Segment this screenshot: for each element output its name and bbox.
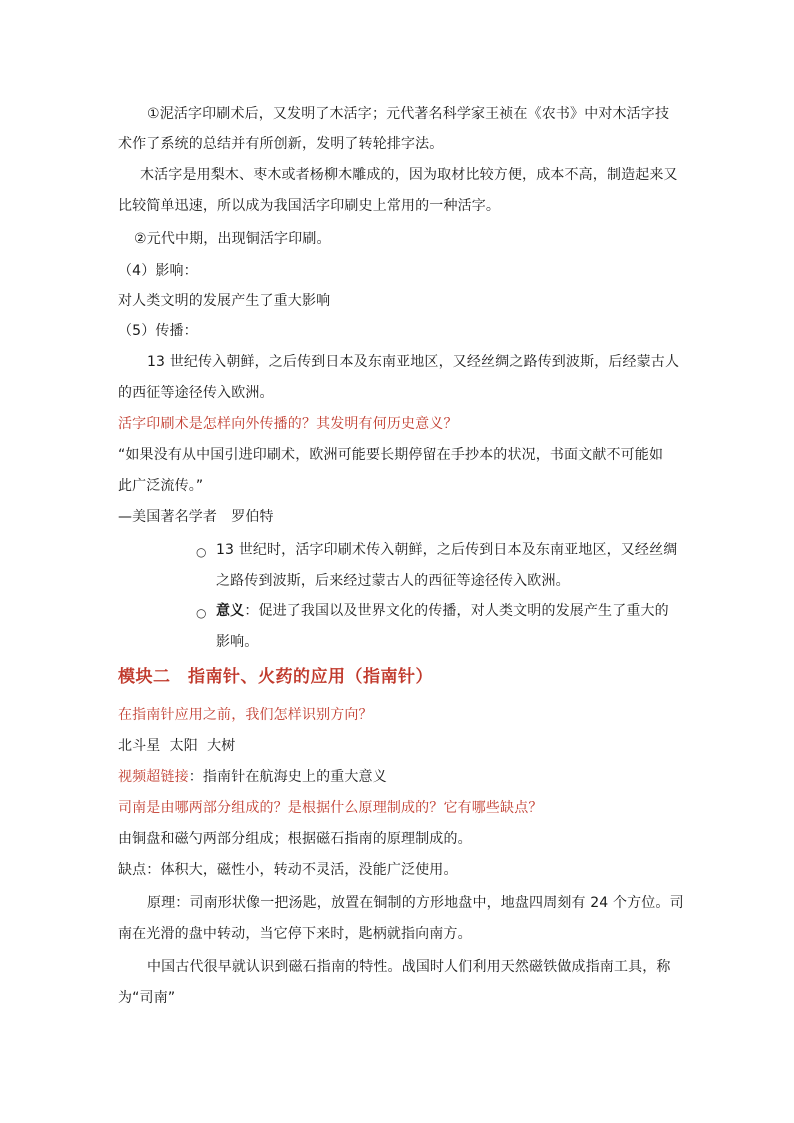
hollow-circle-bullet-icon: ○ (196, 606, 207, 620)
spread-text-line2: 的西征等途径传入欧洲。 (118, 385, 274, 401)
hollow-circle-bullet-icon: ○ (196, 545, 207, 559)
paragraph-wood-material-line1: 木活字是用梨木、枣木或者杨柳木雕成的，因为取材比较方便，成本不高，制造起来又 (140, 167, 678, 183)
quote-line2: 此广泛流传。” (118, 478, 204, 494)
sinan-defects: 缺点：体积大，磁性小，转动不灵活，没能广泛使用。 (118, 862, 458, 878)
sinan-principle-line2: 南在光滑的盘中转动，当它停下来时，匙柄就指向南方。 (118, 926, 472, 942)
question-sinan-parts: 司南是由哪两部分组成的？是根据什么原理制成的？它有哪些缺点？ (118, 800, 543, 816)
section-spread-title: （5）传播： (118, 323, 198, 339)
significance-text: ：促进了我国以及世界文化的传播，对人类文明的发展产生了重大的 (244, 603, 669, 619)
ancient-magnet-line2: 为“司南” (118, 990, 176, 1006)
bullet-significance-line2: 影响。 (216, 634, 259, 650)
answer-direction-markers: 北斗星 太阳 大树 (118, 738, 236, 754)
paragraph-wooden-type-line1: ①泥活字印刷术后，又发明了木活字；元代著名科学家王祯在《农书》中对木活字技 (147, 106, 670, 122)
spread-text-line1: 13 世纪传入朝鲜，之后传到日本及东南亚地区，又经丝绸之路传到波斯，后经蒙古人 (147, 354, 680, 370)
paragraph-copper-type: ②元代中期，出现铜活字印刷。 (134, 231, 331, 247)
video-link-label[interactable]: 视频超链接 (118, 769, 189, 785)
quote-source: —美国著名学者 罗伯特 (118, 509, 274, 525)
ancient-magnet-line1: 中国古代很早就认识到磁石指南的特性。战国时人们利用天然磁铁做成指南工具，称 (147, 959, 671, 975)
paragraph-wooden-type-line2: 术作了系统的总结并有所创新，发明了转轮排字法。 (118, 136, 444, 152)
sinan-principle-line1: 原理：司南形状像一把汤匙，放置在铜制的方形地盘中，地盘四周刻有 24 个方位。司 (147, 895, 684, 911)
question-spread-significance: 活字印刷术是怎样向外传播的？其发明有何历史意义？ (118, 416, 458, 432)
section-influence-title: （4）影响： (118, 263, 198, 279)
paragraph-wood-material-line2: 比较简单迅速，所以成为我国活字印刷史上常用的一种活字。 (118, 198, 501, 214)
quote-line1: “如果没有从中国引进印刷术，欧洲可能要长期停留在手抄本的状况，书面文献不可能如 (118, 447, 664, 463)
video-link-line (118, 768, 387, 786)
significance-label: 意义 (216, 603, 245, 619)
answer-sinan-parts: 由铜盘和磁勺两部分组成；根据磁石指南的原理制成的。 (118, 831, 472, 847)
video-link-text: ：指南针在航海史上的重大意义 (188, 769, 387, 785)
bullet-significance-line1 (216, 602, 669, 620)
bullet-spread-line2: 之路传到波斯，后来经过蒙古人的西征等途径传入欧洲。 (216, 573, 570, 589)
influence-text: 对人类文明的发展产生了重大影响 (118, 293, 331, 309)
bullet-spread-line1: 13 世纪时，活字印刷术传入朝鲜，之后传到日本及东南亚地区，又经丝绸 (216, 542, 678, 558)
module-two-heading: 模块二 指南针、火药的应用（指南针） (118, 667, 433, 687)
question-identify-direction: 在指南针应用之前，我们怎样识别方向？ (118, 707, 373, 723)
